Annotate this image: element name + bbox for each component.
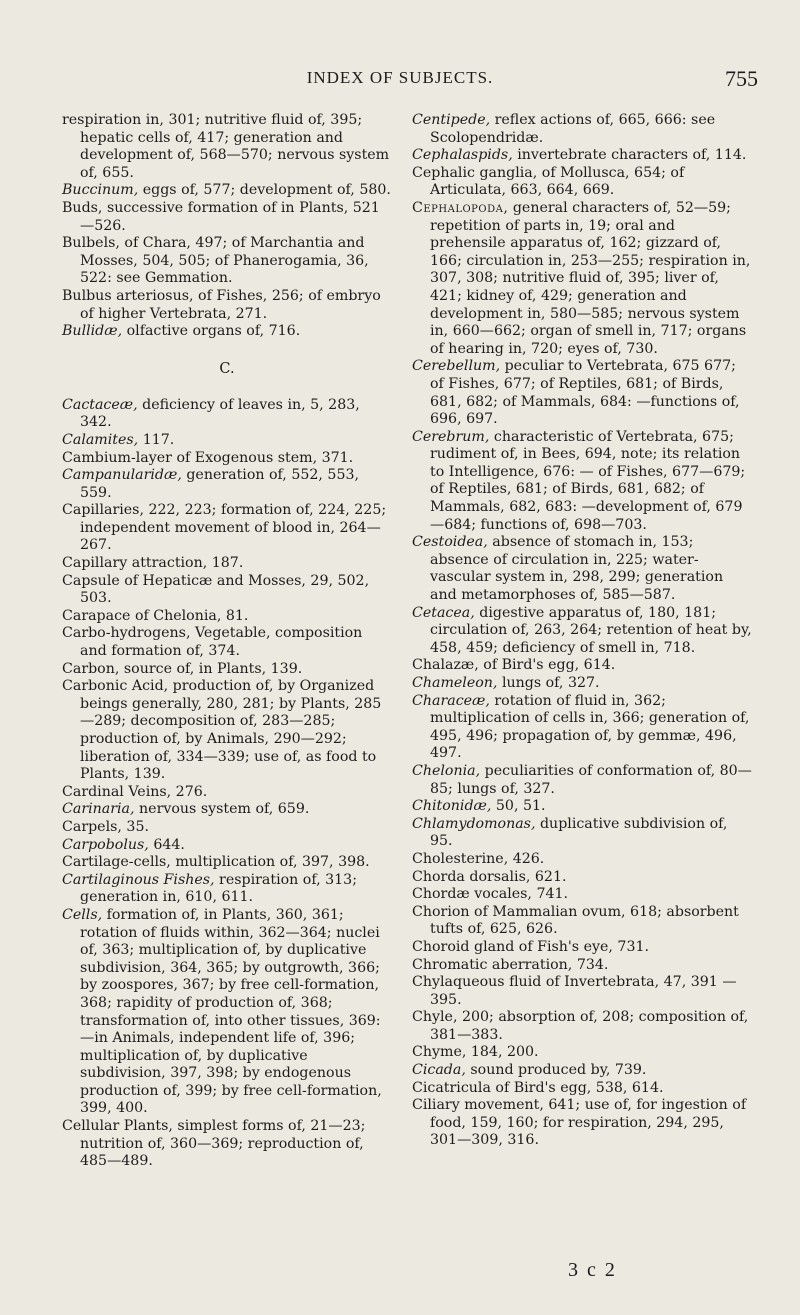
index-entry bbox=[412, 957, 752, 975]
entry-text: Carapace of Chelonia, 81. bbox=[62, 607, 249, 624]
entry-text: formation of, in Plants, 360, 361; rotation of fluids within, 362—364; nuclei of, 363; multiplication of, by duplicative subdivision, 364, 365; by outgrowth, 366; by zoospores, 367; by free cell-formation, 368; rapidity of production of, 368; transformation of, into other tissues, 369:—in Animals, independent life of, 396; multiplication of, by duplicative subdivision, 397, 398; by endogenous production of, 399; by free cell-formation, 399, 400. bbox=[80, 906, 382, 1117]
entry-text: Chromatic aberration, 734. bbox=[412, 956, 609, 973]
entry-text: absence of stomach in, 153; absence of circulation in, 225; water-vascular system in, 298, 299; generation and metamorphoses of, 585—587. bbox=[430, 534, 724, 604]
entry-text: 50, 51. bbox=[491, 798, 546, 815]
entry-text: Chyme, 184, 200. bbox=[412, 1044, 539, 1061]
entry-text: eggs of, 577; development of, 580. bbox=[138, 182, 391, 199]
index-entry bbox=[412, 657, 752, 675]
index-entry bbox=[412, 147, 752, 165]
entry-text: Chorion of Mammalian ovum, 618; absorbent tufts of, 625, 626. bbox=[412, 903, 739, 938]
index-entry bbox=[62, 625, 392, 660]
entry-heading: Bullidæ, bbox=[62, 323, 123, 340]
page-number: 755 bbox=[725, 66, 758, 91]
index-entry bbox=[62, 907, 392, 1118]
index-entry bbox=[62, 872, 392, 907]
entry-text: Cholesterine, 426. bbox=[412, 850, 545, 867]
entry-text: reflex actions of, 665, 666: see Scolopendridæ. bbox=[430, 112, 716, 146]
index-entry bbox=[62, 235, 392, 288]
entry-text: Cicatricula of Bird's egg, 538, 614. bbox=[412, 1079, 664, 1096]
index-entry bbox=[62, 784, 392, 802]
index-entry bbox=[412, 1009, 752, 1044]
entry-text: 117. bbox=[138, 431, 175, 448]
entry-heading: Campanularidæ, bbox=[62, 467, 182, 484]
index-entry bbox=[412, 869, 752, 887]
index-entry bbox=[412, 1080, 752, 1098]
index-entry bbox=[62, 854, 392, 872]
entry-heading: Cephalaspids, bbox=[412, 147, 513, 164]
index-entry bbox=[412, 112, 752, 147]
entry-text: sound produced by, 739. bbox=[465, 1062, 647, 1079]
entry-text: Cartilage-cells, multiplication of, 397, 398. bbox=[62, 854, 370, 871]
signature-mark: 3 c 2 bbox=[568, 1259, 617, 1281]
index-entry-list-c bbox=[62, 397, 392, 1171]
entry-heading: Cetacea, bbox=[412, 604, 475, 621]
entry-text: Capillary attraction, 187. bbox=[62, 555, 244, 572]
entry-text: 644. bbox=[148, 836, 185, 853]
index-entry bbox=[412, 763, 752, 798]
entry-text: respiration in, 301; nutritive fluid of, 395; hepatic cells of, 417; generation and development of, 568—570; nervous system of, 655. bbox=[62, 112, 390, 181]
entry-text: lungs of, 327. bbox=[497, 675, 600, 691]
index-entry bbox=[62, 573, 392, 608]
index-entry-list-b bbox=[62, 112, 392, 341]
entry-text: characteristic of Vertebrata, 675; rudiment of, in Bees, 694, note; its relation to Intelligence, 676: — of Fishes, 677—679; of Reptiles, 681; of Birds, 681, 682; of Mammals, 682, 683: —development of, 679—684; functions of, 698—703. bbox=[430, 428, 746, 533]
entry-text: digestive apparatus of, 180, 181; circulation of, 263, 264; retention of heat by, 458, 459; deficiency of smell in, 718. bbox=[430, 604, 752, 656]
index-entry bbox=[412, 429, 752, 535]
index-entry bbox=[412, 816, 752, 851]
index-entry bbox=[412, 693, 752, 763]
index-entry bbox=[412, 358, 752, 428]
entry-heading: Cicada, bbox=[412, 1062, 466, 1079]
index-entry bbox=[412, 939, 752, 957]
left-column bbox=[62, 112, 392, 1171]
entry-heading: Cells, bbox=[62, 906, 103, 923]
entry-text: invertebrate characters of, 114. bbox=[512, 147, 747, 164]
index-entry bbox=[62, 432, 392, 450]
entry-heading: Buccinum, bbox=[62, 182, 139, 199]
index-entry bbox=[412, 974, 752, 1009]
index-entry bbox=[412, 534, 752, 604]
entry-text: Chylaqueous fluid of Invertebrata, 47, 391 —395. bbox=[412, 974, 737, 1008]
running-title: INDEX OF SUBJECTS. bbox=[306, 68, 494, 87]
entry-text: Carbonic Acid, production of, by Organized beings generally, 280, 281; by Plants, 285—289; decomposition of, 283—285; production of, by Animals, 290—292; liberation of, 334—339; use of, as food to Plants, 139. bbox=[62, 678, 382, 783]
index-entry bbox=[62, 837, 392, 855]
entry-text: peculiarities of conformation of, 80—85; lungs of, 327. bbox=[430, 762, 752, 797]
entry-text: peculiar to Vertebrata, 675 677; of Fishes, 677; of Reptiles, 681; of Birds, 681, 682; of Mammals, 684: —functions of, 696, 697. bbox=[430, 358, 740, 428]
index-entry bbox=[62, 450, 392, 468]
entry-text: deficiency of leaves in, 5, 283, 342. bbox=[80, 396, 360, 431]
index-entry bbox=[62, 200, 392, 235]
entry-text: Chyle, 200; absorption of, 208; composition of, 381—383. bbox=[412, 1009, 749, 1043]
entry-heading: Cerebrum, bbox=[412, 428, 490, 445]
entry-heading: Calamites, bbox=[62, 431, 139, 448]
entry-heading: Characeæ, bbox=[412, 692, 490, 709]
entry-text: Cephalic ganglia, of Mollusca, 654; of Articulata, 663, 664, 669. bbox=[412, 164, 685, 199]
entry-text: Chordæ vocales, 741. bbox=[412, 886, 569, 903]
entry-text: respiration of, 313; generation in, 610, 611. bbox=[80, 871, 357, 906]
entry-text: Capsule of Hepaticæ and Mosses, 29, 502, 503. bbox=[62, 572, 370, 607]
entry-text: Bulbels, of Chara, 497; of Marchantia and Mosses, 504, 505; of Phanerogamia, 36, 522: see Gemmation. bbox=[62, 235, 369, 287]
entry-heading: Chitonidæ, bbox=[412, 798, 492, 815]
entry-text: general characters of, 52—59; repetition of parts in, 19; oral and prehensile apparatus of, 162; gizzard of, 166; circulation in, 253—255; respiration in, 307, 308; nutritive fluid of, 395; liver of, 421; kidney of, 429; generation and development in, 580—585; nervous system in, 660—662; organ of smell in, 717; organs of hearing in, 720; eyes of, 730. bbox=[430, 199, 751, 357]
index-entry bbox=[62, 661, 392, 679]
entry-text: Carbo-hydrogens, Vegetable, composition and formation of, 374. bbox=[62, 625, 363, 660]
index-entry bbox=[412, 904, 752, 939]
entry-text: Bulbus arteriosus, of Fishes, 256; of embryo of higher Vertebrata, 271. bbox=[62, 287, 381, 322]
index-entry bbox=[412, 1097, 752, 1150]
entry-text: Ciliary movement, 641; use of, for ingestion of food, 159, 160; for respiration, 294, 295, 301—309, 316. bbox=[412, 1097, 747, 1149]
index-entry bbox=[412, 851, 752, 869]
entry-heading: Centipede, bbox=[412, 112, 491, 128]
index-entry bbox=[62, 182, 392, 200]
entry-text: nervous system of, 659. bbox=[134, 801, 310, 818]
entry-heading: Chameleon, bbox=[412, 675, 498, 691]
entry-text: Chorda dorsalis, 621. bbox=[412, 868, 567, 885]
entry-heading: Carinaria, bbox=[62, 801, 135, 818]
index-entry-list-c-continued bbox=[412, 112, 752, 1150]
entry-text: olfactive organs of, 716. bbox=[122, 323, 301, 340]
index-entry bbox=[412, 1062, 752, 1080]
entry-text: duplicative subdivision of, 95. bbox=[430, 815, 728, 850]
entry-text: Carpels, 35. bbox=[62, 818, 149, 835]
index-entry bbox=[62, 288, 392, 323]
entry-text: Chalazæ, of Bird's egg, 614. bbox=[412, 657, 616, 674]
entry-text: Cardinal Veins, 276. bbox=[62, 783, 208, 800]
entry-text: Buds, successive formation of in Plants, 521—526. bbox=[62, 199, 380, 234]
entry-heading: Chelonia, bbox=[412, 762, 481, 779]
index-entry bbox=[62, 801, 392, 819]
entry-text: Cellular Plants, simplest forms of, 21—23; nutrition of, 360—369; reproduction of, 485—489. bbox=[62, 1118, 366, 1170]
index-entry bbox=[412, 605, 752, 658]
entry-heading: Cartilaginous Fishes, bbox=[62, 871, 215, 888]
entry-text: rotation of fluid in, 362; multiplication of cells in, 366; generation of, 495, 496; propagation of, by gemmæ, 496, 497. bbox=[430, 692, 750, 762]
index-entry bbox=[62, 323, 392, 341]
index-entry bbox=[412, 798, 752, 816]
index-entry bbox=[62, 112, 392, 182]
index-entry bbox=[62, 555, 392, 573]
entry-text: Choroid gland of Fish's eye, 731. bbox=[412, 938, 650, 955]
index-entry bbox=[412, 1044, 752, 1062]
entry-text: Carbon, source of, in Plants, 139. bbox=[62, 660, 303, 677]
index-entry bbox=[412, 675, 752, 693]
section-letter: C. bbox=[219, 360, 235, 377]
index-entry bbox=[412, 165, 752, 200]
entry-heading: Cestoidea, bbox=[412, 534, 488, 551]
entry-text: Cambium-layer of Exogenous stem, 371. bbox=[62, 449, 354, 466]
entry-heading: Chlamydomonas, bbox=[412, 815, 536, 832]
index-entry bbox=[62, 1118, 392, 1171]
index-entry bbox=[412, 886, 752, 904]
index-entry bbox=[62, 819, 392, 837]
index-entry bbox=[412, 200, 752, 358]
index-entry bbox=[62, 502, 392, 555]
entry-heading: Cerebellum, bbox=[412, 358, 501, 375]
index-entry bbox=[62, 678, 392, 784]
index-entry bbox=[62, 397, 392, 432]
entry-text: generation of, 552, 553, 559. bbox=[80, 467, 360, 501]
entry-heading: Cephalopoda, bbox=[412, 199, 509, 216]
index-entry bbox=[62, 467, 392, 502]
right-column bbox=[412, 112, 752, 1150]
index-entry bbox=[62, 608, 392, 626]
entry-heading: Cactaceæ, bbox=[62, 396, 138, 413]
entry-text: Capillaries, 222, 223; formation of, 224, 225; independent movement of blood in, 264—267. bbox=[62, 502, 387, 554]
entry-heading: Carpobolus, bbox=[62, 836, 149, 853]
